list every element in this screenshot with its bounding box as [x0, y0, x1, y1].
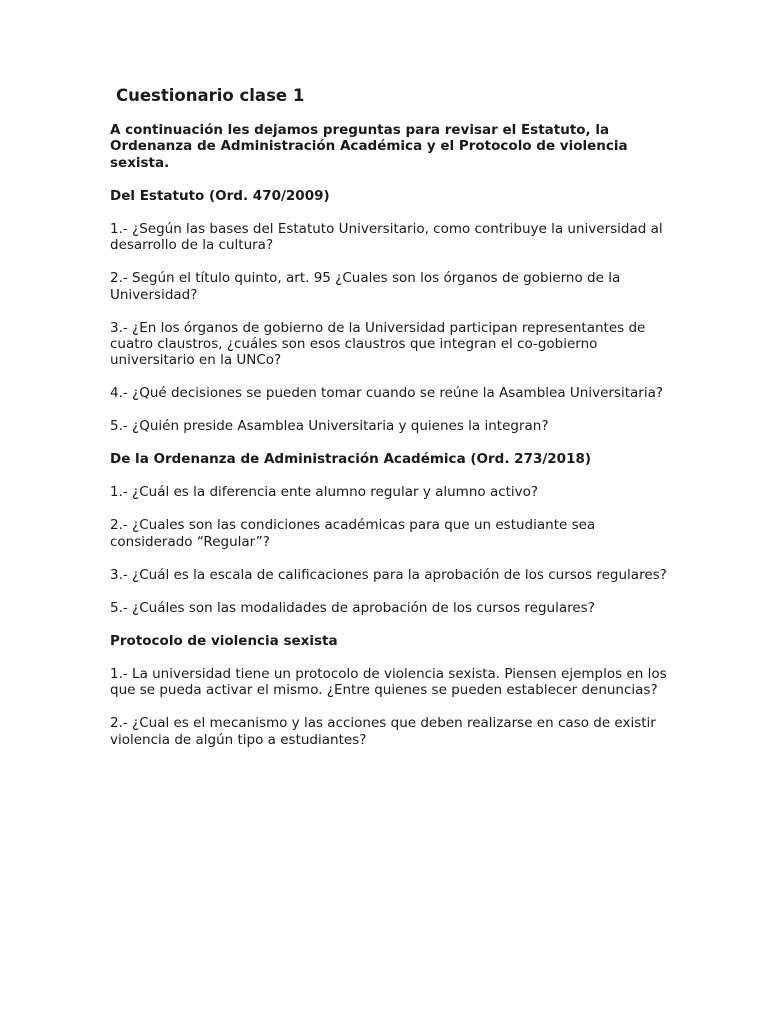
- section-estatuto: [110, 188, 670, 452]
- section-heading: De la Ordenanza de Administración Académica (Ord. 273/2018): [110, 451, 592, 468]
- question-item: 2.- ¿Cuales son las condiciones académicas para que un estudiante sea considerado “Regular”?: [110, 517, 596, 550]
- question-item: 2.- Según el título quinto, art. 95 ¿Cuales son los órganos de gobierno de la Universidad?: [110, 270, 621, 303]
- question-item: 1.- ¿Según las bases del Estatuto Universitario, como contribuye la universidad al desarrollo de la cultura?: [110, 220, 663, 254]
- document-page: [110, 84, 670, 748]
- section-ordenanza: [110, 451, 670, 632]
- question-item: 5.- ¿Quién preside Asamblea Universitaria y quienes la integran?: [110, 418, 549, 435]
- section-heading: Protocolo de violencia sexista: [110, 632, 338, 649]
- question-item: 5.- ¿Cuáles son las modalidades de aprobación de los cursos regulares?: [110, 599, 595, 616]
- intro-paragraph: A continuación les dejamos preguntas para revisar el Estatuto, la Ordenanza de Administración Académica y el Protocolo de violencia sexista.: [110, 122, 628, 171]
- question-item: 2.- ¿Cual es el mecanismo y las acciones que deben realizarse en caso de existir violencia de algún tipo a estudiantes?: [110, 715, 656, 748]
- question-item: 4.- ¿Qué decisiones se pueden tomar cuando se reúne la Asamblea Universitaria?: [110, 385, 664, 402]
- section-protocolo: [110, 633, 670, 748]
- question-item: 3.- ¿Cuál es la escala de calificaciones para la aprobación de los cursos regulares?: [110, 566, 667, 583]
- question-item: 3.- ¿En los órganos de gobierno de la Universidad participan representantes de cuatro claustros, ¿cuáles son esos claustros que integran el co-gobierno universitario en la UNCo?: [110, 319, 646, 369]
- question-item: 1.- ¿Cuál es la diferencia ente alumno regular y alumno activo?: [110, 484, 539, 501]
- document-title: Cuestionario clase 1: [116, 86, 305, 105]
- question-item: 1.- La universidad tiene un protocolo de violencia sexista. Piensen ejemplos en los que se pueda activar el mismo. ¿Entre quienes se pueden establecer denuncias?: [110, 665, 667, 699]
- section-heading: Del Estatuto (Ord. 470/2009): [110, 187, 330, 204]
